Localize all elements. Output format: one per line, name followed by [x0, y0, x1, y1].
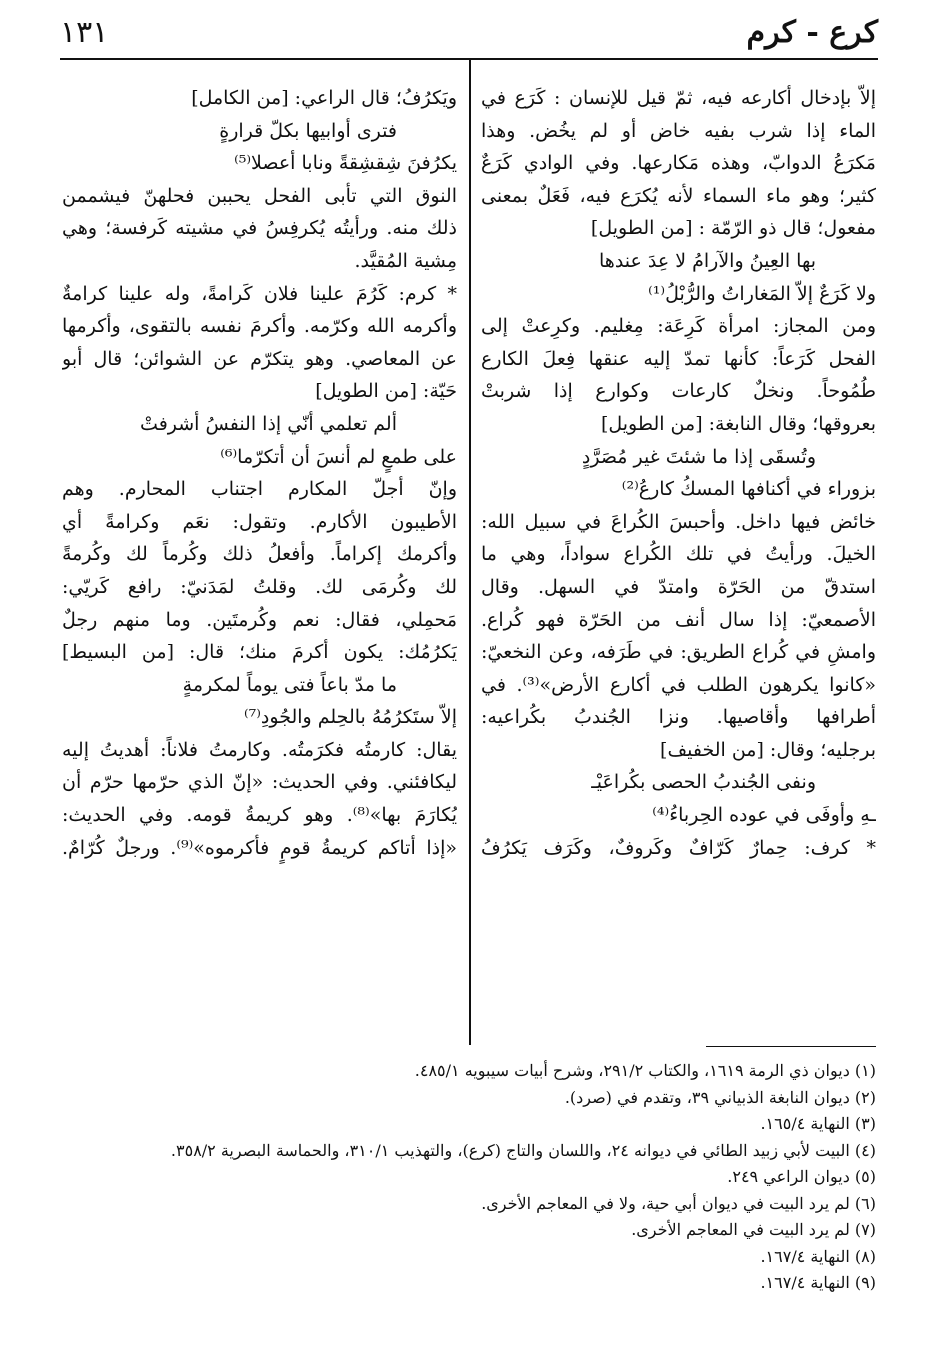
verse-first-hemistich: فترى أوابيها بكلّ قرارةٍ: [219, 119, 397, 142]
running-title: كرع - كرم: [746, 14, 878, 50]
text-line: الأصمعيّ: إذا سال أنف من الحَرّة فهو كُراع.: [481, 608, 876, 631]
verse-first-hemistich: ما مدّ باعاً فتى يوماً لمكرمةٍ: [182, 673, 397, 696]
verse-second-hemistich: ـهِ وأوفَى في عوده الحِرباءُ⁽⁴⁾: [652, 804, 876, 827]
footnote: (٧) لم يرد البيت في المعاجم الأخرى.: [631, 1220, 876, 1239]
footnote: (٣) النهاية ١٦٥/٤.: [760, 1114, 876, 1133]
text-line: وأكرمك إكراماً. وأفعلُ ذلك وكُرماً لك وكُرمةً: [62, 543, 457, 566]
text-line: كثير؛ وهو ماء السماء لأنه يُكرَع فيه، فَعَلٌ بمعنى: [481, 184, 876, 207]
text-line: الفحل كَرَعاً: كأنها تمدّ إليه عنقها فِعلَ الكارع: [481, 347, 876, 370]
text-line: لك وكُرمَى لك. وقلتُ لمَدَنيّ: رافع كَريّي:: [62, 575, 457, 598]
footnote: (٥) ديوان الراعي ٢٤٩.: [727, 1167, 876, 1186]
text-line: يقال: كارمتُه فكرَمتُه. وكارمتُ فلاناً: أهديتُ إليه: [62, 738, 457, 761]
verse-second-hemistich: ولا كَرَعٌ إلاّ المَغاراتُ والرُّبْلُ⁽¹⁾: [648, 282, 876, 305]
text-line: ذلك منه. ورأيتُه يُكرفِسُ في مشيته كَرفسة؛ وهي: [62, 217, 457, 240]
verse-first-hemistich: ونفى الجُندبُ الحصى بكُراعَيْـ: [591, 771, 816, 794]
verse-second-hemistich: يكرُفنَ شِقشِقةً ونابا أعصلا⁽⁵⁾: [234, 152, 457, 175]
text-line: مِشية المُقيَّد.: [354, 249, 457, 272]
text-line: «إذا أتاكم كريمةُ قومٍ فأكرموه»⁽⁹⁾. ورجلٌ كُرّامٌ.: [62, 836, 457, 859]
text-line: «كانوا يكرهون الطلب في أكارع الأرض»⁽³⁾. في: [481, 673, 876, 696]
footnote-separator: [706, 1046, 876, 1047]
text-line: الأطيبون الأكارم. وتقول: نعَم وكرامةً أي: [62, 510, 457, 533]
text-line: عن المعاصي. وهو يتكرّم عن الشوائن؛ قال أبو: [62, 347, 457, 370]
text-line: ومن المجاز: امرأة كَرِعَة: مِغليم. وكرِعتْ إلى: [481, 315, 876, 338]
column-divider: [469, 60, 471, 1045]
text-line: طُمُوحاً. ونخلٌ كارعات وكوارع إذا شربتْ: [481, 380, 876, 403]
verse-second-hemistich: إلاّ ستَكرُمُهُ بالحِلم والجُودِ⁽⁷⁾: [243, 706, 457, 729]
footnote: (٤) البيت لأبي زبيد الطائي في ديوانه ٢٤، واللسان والتاج (كرع)، والتهذيب ٣١٠/١، والحماسة البصرية ٣٥٨/٢.: [170, 1140, 876, 1160]
footnote: (٦) لم يرد البيت في ديوان أبي حية، ولا في المعاجم الأخرى.: [481, 1193, 876, 1213]
footnote: (٨) النهاية ١٦٧/٤.: [760, 1246, 876, 1266]
page-number: ١٣١: [60, 14, 109, 50]
verse-first-hemistich: وتُسقَى إذا ما شئتَ غير مُصَرَّدٍ: [581, 445, 816, 468]
entry-line: * كرم: كَرُمَ علينا فلان كَرامةً، وله علينا كرامةٌ: [62, 282, 457, 305]
footnote: (١) ديوان ذي الرمة ١٦١٩، والكتاب ٢٩١/٢، وشرح أبيات سيبويه ٤٨٥/١.: [414, 1061, 876, 1080]
page-header: [60, 10, 878, 54]
text-line: النوق التي تأبى الفحل يحببن فحلهنّ فيشممن: [62, 184, 457, 207]
text-line: بعروقها؛ وقال النابغة: [من الطويل]: [600, 412, 876, 435]
verse-first-hemistich: بها العِينُ والآرامُ لا عِدَ عندها: [599, 249, 816, 272]
text-line: يُكارَمَ بها»⁽⁸⁾. وهو كريمةُ قومه. وفي الحديث:: [62, 804, 457, 827]
text-line: ويَكرُفُ؛ قال الراعي: [من الكامل]: [191, 87, 457, 109]
text-line: الماء إذا شرب بفيه خاض أو لم يخُض. وهذا: [481, 119, 876, 142]
right-column: [481, 82, 876, 1042]
text-line: يَكرُمُك: يكون أكرمَ منك؛ قال: [من البسيط]: [62, 641, 457, 664]
text-line: خائض فيها داخل. وأحبسَ الكُراعَ في سبيل الله:: [481, 510, 876, 533]
footnote: (٢) ديوان النابغة الذبياني ٣٩، وتقدم في (صرد).: [564, 1087, 876, 1107]
text-line: الخيلَ. ورأيتُ في تلك الكُراع سواداً، وهي ما: [481, 543, 876, 566]
text-line: مفعول؛ قال ذو الرّمّة : [من الطويل]: [590, 217, 876, 240]
text-line: ليكافئني. وفي الحديث: «إنّ الذي حرّمها حرّم أن: [62, 771, 457, 794]
text-line: مَحمِلي، فقال: نعم وكُرمتَين. وما منهم رجلٌ: [62, 608, 457, 631]
text-line: برجليه؛ وقال: [من الخفيف]: [660, 738, 876, 761]
entry-line: * كرف: حِمارٌ كَرّافٌ وكَروفٌ، وكَرَف يَكرُفُ: [481, 836, 876, 859]
footnotes: [60, 1058, 876, 1297]
text-line: استدقّ من الحَرّة وامتدّ في السهل. وقال: [481, 575, 876, 598]
text-line: وإنّ أجلّ المكارم اجتناب المحارم. وهم: [62, 478, 457, 501]
footnote: (٩) النهاية ١٦٧/٤.: [760, 1273, 876, 1292]
verse-second-hemistich: بزوراء في أكنافها المسكُ كارعُ⁽²⁾: [621, 478, 876, 501]
verse-first-hemistich: ألم تعلمي أنّي إذا النفسُ أشرفتْ: [140, 412, 397, 435]
text-line: مَكرَعُ الدوابّ، وهذه مَكارعها. وفي الوادي كَرَعٌ: [481, 152, 876, 175]
text-line: حَيّة: [من الطويل]: [315, 380, 457, 403]
text-line: أطرافها وأقاصيها. ونزا الجُندبُ بكُراعيه:: [481, 706, 876, 729]
text-line: وأكرمه الله وكرّمه. وأكرمَ نفسه بالتقوى، وأكرمها: [62, 315, 457, 338]
text-line: وامشِ في كُراع الطريق: في طَرَفه، وعن النخعيّ:: [481, 641, 876, 664]
left-column: [62, 82, 457, 1042]
verse-second-hemistich: على طمعٍ لم أنسَ أن أتكرّما⁽⁶⁾: [220, 445, 457, 468]
text-line: إلاّ بإدخال أكارعه فيه، ثمّ قيل للإنسان : كَرَع في: [481, 87, 876, 109]
